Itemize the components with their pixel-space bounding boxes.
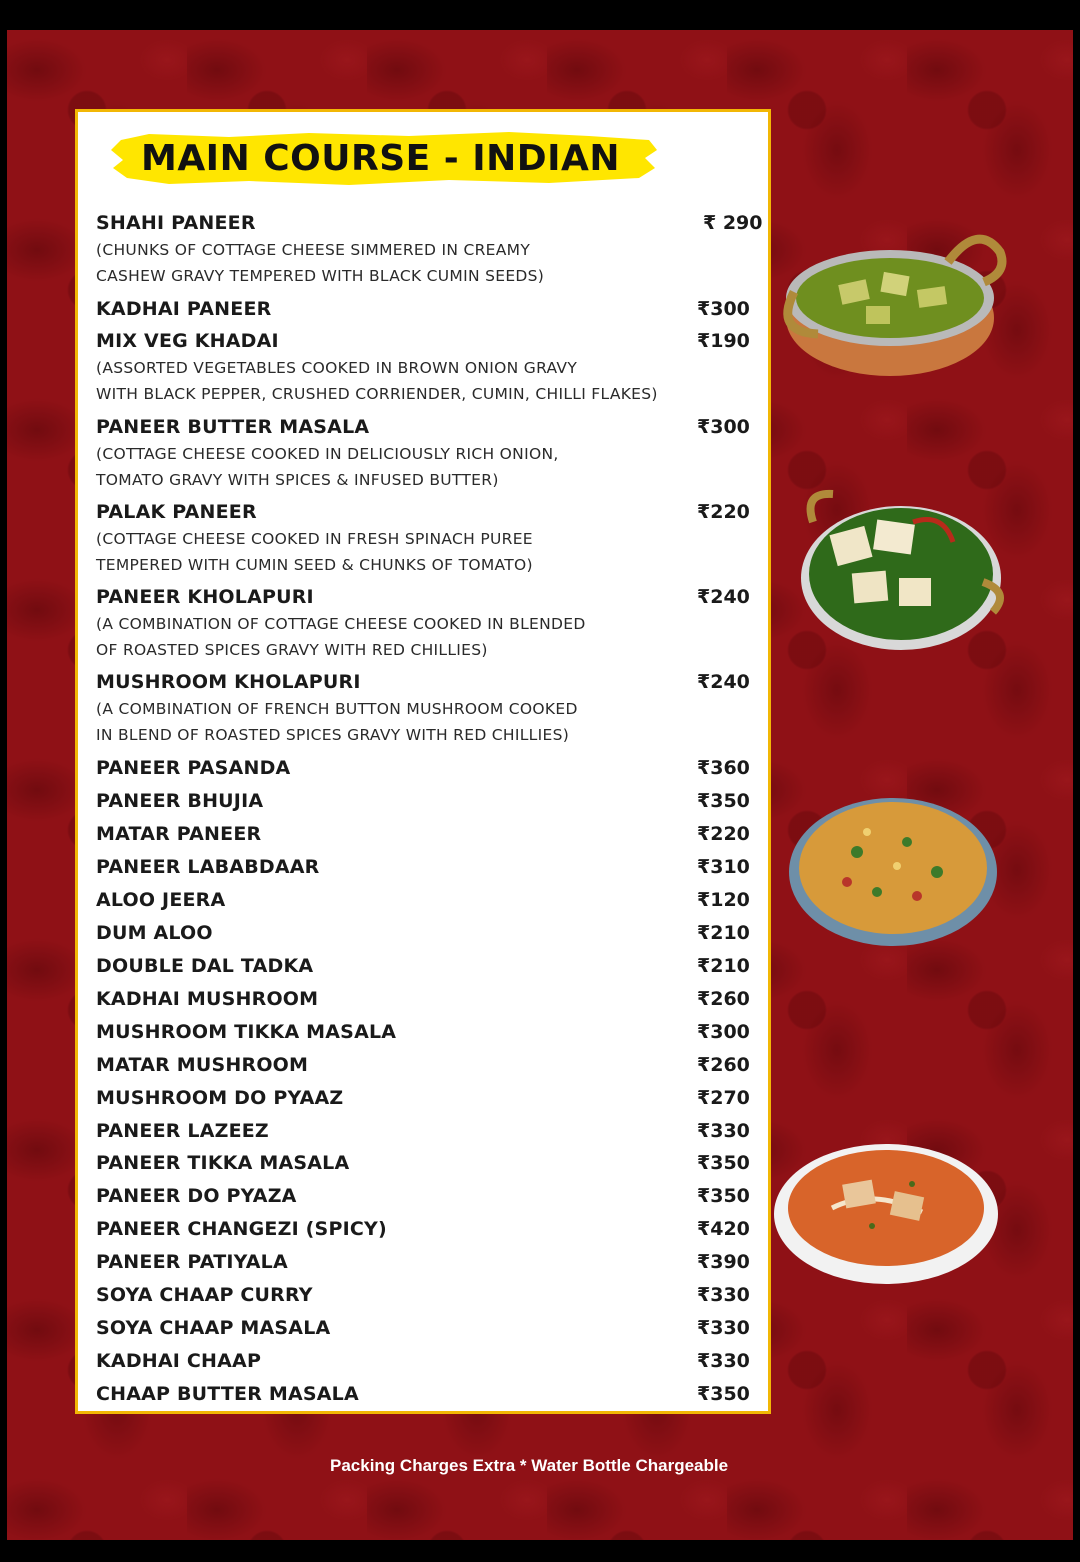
menu-item xyxy=(96,1054,766,1084)
menu-item-description: TEMPERED WITH CUMIN SEED & CHUNKS OF TOMATO) xyxy=(96,556,533,574)
menu-item-price: ₹220 xyxy=(697,501,750,523)
mix-veg-bowl-image xyxy=(787,792,999,948)
green-curry-kadhai-image xyxy=(778,222,1010,388)
menu-item xyxy=(96,1383,766,1413)
menu-item-description: WITH BLACK PEPPER, CRUSHED CORRIENDER, CUMIN, CHILLI FLAKES) xyxy=(96,385,658,403)
menu-item-price: ₹240 xyxy=(697,671,750,693)
menu-item xyxy=(96,586,766,659)
menu-item-price: ₹270 xyxy=(697,1087,750,1109)
menu-item xyxy=(96,1087,766,1117)
menu-item-name: SHAHI PANEER xyxy=(96,212,256,234)
menu-item-name: KADHAI PANEER xyxy=(96,298,272,320)
menu-item xyxy=(96,1218,766,1248)
menu-item xyxy=(96,823,766,853)
menu-item xyxy=(96,790,766,820)
menu-item xyxy=(96,212,766,285)
menu-item-price: ₹260 xyxy=(697,1054,750,1076)
menu-item-price: ₹390 xyxy=(697,1251,750,1273)
paneer-butter-masala-image xyxy=(772,1138,1002,1286)
menu-item xyxy=(96,501,766,574)
menu-item-name: ALOO JEERA xyxy=(96,889,226,911)
menu-item-price: ₹310 xyxy=(697,856,750,878)
menu-item-price: ₹360 xyxy=(697,757,750,779)
menu-item-name: PANEER BUTTER MASALA xyxy=(96,416,370,438)
footer-note: Packing Charges Extra * Water Bottle Chargeable xyxy=(330,1456,729,1475)
menu-item-price: ₹420 xyxy=(697,1218,750,1240)
menu-item xyxy=(96,1284,766,1314)
menu-item-description: TOMATO GRAVY WITH SPICES & INFUSED BUTTER) xyxy=(96,471,499,489)
menu-item xyxy=(96,1021,766,1051)
menu-item xyxy=(96,922,766,952)
menu-item-price: ₹350 xyxy=(697,790,750,812)
menu-item-name: PANEER BHUJIA xyxy=(96,790,264,812)
menu-item-name: PANEER LAZEEZ xyxy=(96,1120,269,1142)
menu-item-description: (A COMBINATION OF FRENCH BUTTON MUSHROOM COOKED xyxy=(96,700,578,718)
menu-item xyxy=(96,416,766,489)
menu-item-price: ₹350 xyxy=(697,1383,750,1405)
menu-item-price: ₹300 xyxy=(697,298,750,320)
menu-item-description: IN BLEND OF ROASTED SPICES GRAVY WITH RED CHILLIES) xyxy=(96,726,570,744)
menu-item-price: ₹330 xyxy=(697,1350,750,1372)
menu-item-name: PANEER PATIYALA xyxy=(96,1251,288,1273)
menu-item-name: DOUBLE DAL TADKA xyxy=(96,955,314,977)
menu-item-price: ₹210 xyxy=(697,922,750,944)
menu-item-price: ₹350 xyxy=(697,1185,750,1207)
menu-item-description: (ASSORTED VEGETABLES COOKED IN BROWN ONION GRAVY xyxy=(96,359,578,377)
menu-item-name: PANEER DO PYAZA xyxy=(96,1185,297,1207)
menu-item xyxy=(96,757,766,787)
menu-item-name: PALAK PANEER xyxy=(96,501,257,523)
menu-item-description: (CHUNKS OF COTTAGE CHEESE SIMMERED IN CREAMY xyxy=(96,241,531,259)
menu-item xyxy=(96,298,766,328)
menu-item-price: ₹300 xyxy=(697,1021,750,1043)
menu-item-name: DUM ALOO xyxy=(96,922,213,944)
page-title: MAIN COURSE - INDIAN xyxy=(141,138,621,179)
menu-item-price: ₹220 xyxy=(697,823,750,845)
menu-item-description: (COTTAGE CHEESE COOKED IN DELICIOUSLY RICH ONION, xyxy=(96,445,559,463)
menu-item-description: CASHEW GRAVY TEMPERED WITH BLACK CUMIN SEEDS) xyxy=(96,267,545,285)
menu-item-name: PANEER TIKKA MASALA xyxy=(96,1152,350,1174)
menu-item-name: MIX VEG KHADAI xyxy=(96,330,279,352)
menu-item-price: ₹260 xyxy=(697,988,750,1010)
menu-item-name: SOYA CHAAP CURRY xyxy=(96,1284,313,1306)
menu-item xyxy=(96,889,766,919)
menu-item-name: PANEER LABABDAAR xyxy=(96,856,320,878)
menu-item-name: CHAAP BUTTER MASALA xyxy=(96,1383,359,1405)
menu-item-name: KADHAI CHAAP xyxy=(96,1350,262,1372)
menu-item-name: SOYA CHAAP MASALA xyxy=(96,1317,331,1339)
menu-item xyxy=(96,1350,766,1380)
menu-item-price: ₹330 xyxy=(697,1120,750,1142)
menu-item xyxy=(96,1317,766,1347)
menu-item xyxy=(96,330,766,403)
menu-item-name: MUSHROOM DO PYAAZ xyxy=(96,1087,344,1109)
menu-item-price: ₹350 xyxy=(697,1152,750,1174)
menu-item-description: (A COMBINATION OF COTTAGE CHEESE COOKED IN BLENDED xyxy=(96,615,586,633)
menu-item-name: KADHAI MUSHROOM xyxy=(96,988,319,1010)
menu-item-name: MATAR MUSHROOM xyxy=(96,1054,309,1076)
menu-item-price: ₹330 xyxy=(697,1284,750,1306)
menu-item xyxy=(96,856,766,886)
menu-item-name: MUSHROOM TIKKA MASALA xyxy=(96,1021,397,1043)
menu-item-name: PANEER CHANGEZI (SPICY) xyxy=(96,1218,387,1240)
menu-item xyxy=(96,988,766,1018)
menu-item xyxy=(96,1251,766,1281)
menu-item-price: ₹210 xyxy=(697,955,750,977)
menu-item-price: ₹ 290 xyxy=(703,212,763,234)
menu-item xyxy=(96,955,766,985)
menu-item-description: OF ROASTED SPICES GRAVY WITH RED CHILLIES) xyxy=(96,641,488,659)
menu-item-price: ₹330 xyxy=(697,1317,750,1339)
title-banner xyxy=(109,128,659,190)
menu-item-price: ₹240 xyxy=(697,586,750,608)
menu-item-name: PANEER KHOLAPURI xyxy=(96,586,314,608)
palak-paneer-image xyxy=(793,482,1011,662)
menu-item xyxy=(96,671,766,744)
menu-item-description: (COTTAGE CHEESE COOKED IN FRESH SPINACH PUREE xyxy=(96,530,533,548)
menu-item xyxy=(96,1120,766,1150)
menu-item-price: ₹120 xyxy=(697,889,750,911)
menu-item-name: MUSHROOM KHOLAPURI xyxy=(96,671,361,693)
menu-item-price: ₹190 xyxy=(697,330,750,352)
menu-item xyxy=(96,1152,766,1182)
menu-item-price: ₹300 xyxy=(697,416,750,438)
menu-item-name: PANEER PASANDA xyxy=(96,757,291,779)
menu-item-name: MATAR PANEER xyxy=(96,823,262,845)
menu-item xyxy=(96,1185,766,1215)
